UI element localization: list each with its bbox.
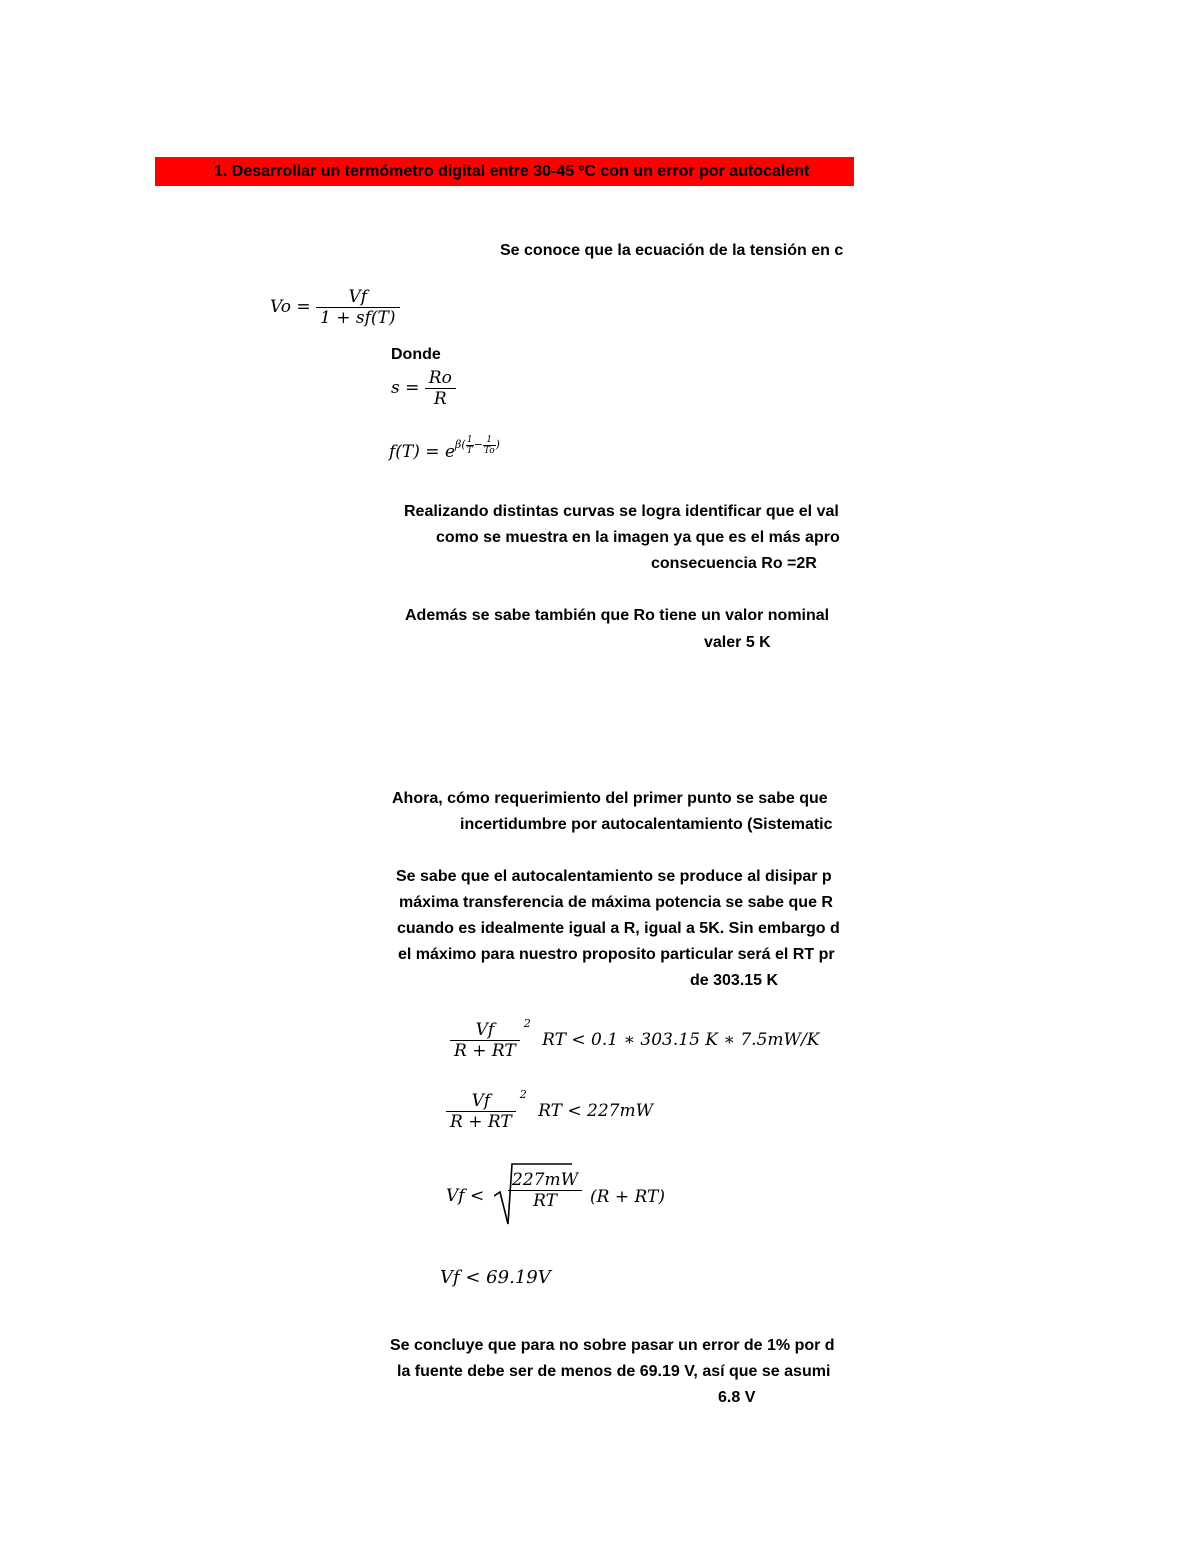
equation-ft-exp-frac2 (483, 435, 496, 456)
equation-ft-exp-frac1 (466, 435, 474, 456)
para1-line3: consecuencia Ro =2R (651, 555, 817, 572)
equation-power-1-fraction (450, 1020, 520, 1061)
para4-line4: el máximo para nuestro proposito particular será el RT pr (398, 946, 835, 963)
equation-vo-fraction (316, 287, 400, 328)
equation-power-1-denominator: R + RT (454, 1041, 516, 1061)
para3-line2: incertidumbre por autocalentamiento (Sistematic (460, 816, 833, 833)
equation-s-fraction (425, 368, 456, 409)
equation-vf-sqrt-numerator: 227mW (508, 1170, 582, 1191)
equation-ft-lhs: f(T) = e (389, 442, 456, 462)
para2-line1: Además se sabe también que Ro tiene un valor nominal (405, 607, 830, 624)
para4-line5: de 303.15 K (690, 972, 779, 989)
intro-line: Se conoce que la ecuación de la tensión en c (500, 242, 844, 259)
exp-frac2-numerator: 1 (483, 435, 496, 446)
equation-vf-sqrt-lhs: Vf < (446, 1186, 485, 1206)
equation-power-2-denominator: R + RT (450, 1112, 512, 1132)
equation-power-2-rhs: RT < 227mW (538, 1101, 654, 1121)
equation-ft-exponent: β( 1 T − 1 To ) (455, 434, 500, 456)
exp-frac1-denominator: T (466, 445, 473, 456)
equation-power-1 (450, 1017, 820, 1061)
equation-power-1-rhs: RT < 0.1 ∗ 303.15 K ∗ 7.5mW/K (542, 1030, 820, 1050)
exp-frac1-numerator: 1 (466, 434, 473, 445)
equation-power-2 (446, 1088, 654, 1132)
equation-vo-lhs: Vo = (270, 297, 311, 317)
title-text: 1. Desarrollar un termómetro digital entre 30-45 ºC con un error por autocalent (214, 163, 810, 180)
para4-line2: máxima transferencia de máxima potencia se sabe que R (399, 894, 833, 911)
equation-s (391, 368, 456, 409)
equation-s-lhs: s = (391, 378, 420, 398)
equation-ft-beta: β (455, 438, 462, 451)
equation-vf-sqrt-denominator: RT (533, 1191, 557, 1211)
equation-s-numerator: Ro (425, 368, 456, 389)
para5-line2: la fuente debe ser de menos de 69.19 V, así que se asumi (397, 1363, 831, 1380)
equation-ft (389, 434, 500, 465)
exp-frac2-denominator: To (483, 445, 495, 456)
equation-s-denominator: R (433, 389, 447, 409)
equation-vo-numerator: Vf (316, 287, 400, 308)
para1-line1: Realizando distintas curvas se logra identificar que el val (404, 503, 839, 520)
equation-power-1-numerator: Vf (450, 1020, 520, 1041)
equation-vf-sqrt-rhs: (R + RT) (590, 1187, 665, 1207)
donde-label: Donde (391, 346, 441, 363)
equation-vf-sqrt-fraction (508, 1170, 582, 1211)
equation-power-2-numerator: Vf (446, 1091, 516, 1112)
para1-line2: como se muestra en la imagen ya que es el más apro (436, 529, 840, 546)
equation-vf-result: Vf < 69.19V (440, 1267, 551, 1288)
equation-power-1-exponent: 2 (523, 1017, 531, 1030)
equation-power-2-exponent: 2 (519, 1088, 527, 1101)
equation-vo (270, 287, 400, 328)
para3-line1: Ahora, cómo requerimiento del primer punto se sabe que (392, 790, 828, 807)
equation-vo-denominator: 1 + sf(T) (320, 308, 396, 328)
equation-power-2-fraction (446, 1091, 516, 1132)
para5-line3: 6.8 V (718, 1389, 756, 1406)
para2-line2: valer 5 K (704, 634, 771, 651)
para5-line1: Se concluye que para no sobre pasar un error de 1% por d (390, 1337, 835, 1354)
para4-line1: Se sabe que el autocalentamiento se produce al disipar p (396, 868, 832, 885)
para4-line3: cuando es idealmente igual a R, igual a 5K. Sin embargo d (397, 920, 840, 937)
